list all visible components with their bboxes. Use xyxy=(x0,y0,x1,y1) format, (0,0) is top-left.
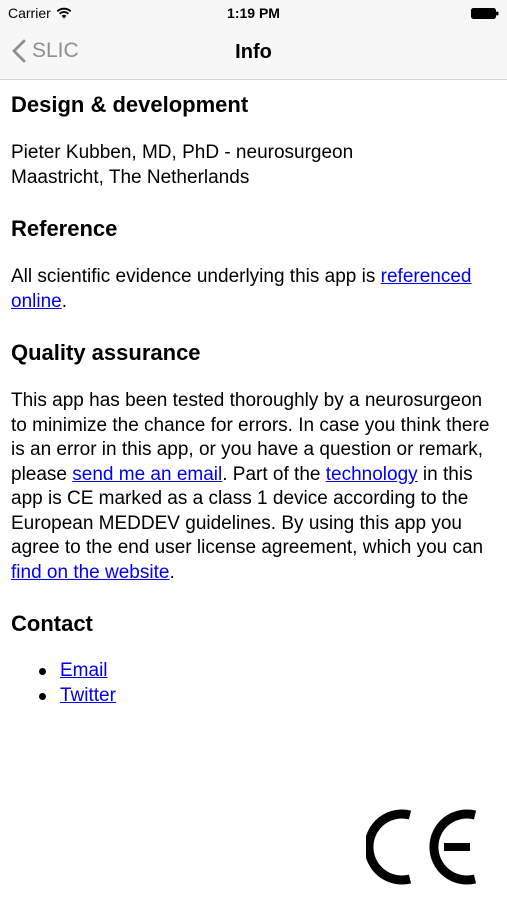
info-content xyxy=(11,80,499,708)
contact-list xyxy=(11,659,499,708)
back-button-label: SLIC xyxy=(32,39,79,62)
reference-text-intro: All scientific evidence underlying this app is xyxy=(11,266,381,287)
quality-text-2: . Part of the xyxy=(222,463,326,485)
page-title: Info xyxy=(235,41,272,63)
reference-text-end: . xyxy=(61,290,67,312)
twitter-link[interactable]: Twitter xyxy=(60,684,116,706)
battery-icon xyxy=(471,8,499,19)
quality-text-1: This app has been tested thoroughly by a neurosurgeon to minimize the chance for errors. In case you think there is an error in this app, or you have a question or remark, please xyxy=(11,390,490,485)
status-bar xyxy=(0,0,507,28)
status-time: 1:19 PM xyxy=(227,5,280,21)
location-line: Maastricht, The Netherlands xyxy=(11,166,250,188)
carrier-label: Carrier xyxy=(8,5,51,21)
list-item xyxy=(35,659,499,684)
reference-text xyxy=(11,265,499,314)
design-text xyxy=(11,141,499,190)
send-email-link[interactable]: send me an email xyxy=(72,463,223,485)
quality-heading: Quality assurance xyxy=(11,340,201,365)
reference-heading: Reference xyxy=(11,216,118,241)
quality-text xyxy=(11,389,499,585)
quality-text-3: in this app is CE marked as a class 1 device according to the European MEDDEV guidelines. By using this app you agree to the end user license agreement, which you can xyxy=(11,463,484,558)
ce-mark-logo xyxy=(366,806,480,888)
contact-heading: Contact xyxy=(11,611,93,636)
navigation-bar xyxy=(0,28,507,80)
list-item xyxy=(35,684,499,709)
author-line: Pieter Kubben, MD, PhD - neurosurgeon xyxy=(11,142,354,163)
referenced-online-link[interactable]: referenced online xyxy=(11,266,472,312)
email-link[interactable]: Email xyxy=(60,660,108,681)
design-heading: Design & development xyxy=(11,92,249,117)
quality-text-4: . xyxy=(169,561,175,583)
find-on-website-link[interactable]: find on the website xyxy=(11,561,170,583)
technology-link[interactable]: technology xyxy=(325,463,418,485)
